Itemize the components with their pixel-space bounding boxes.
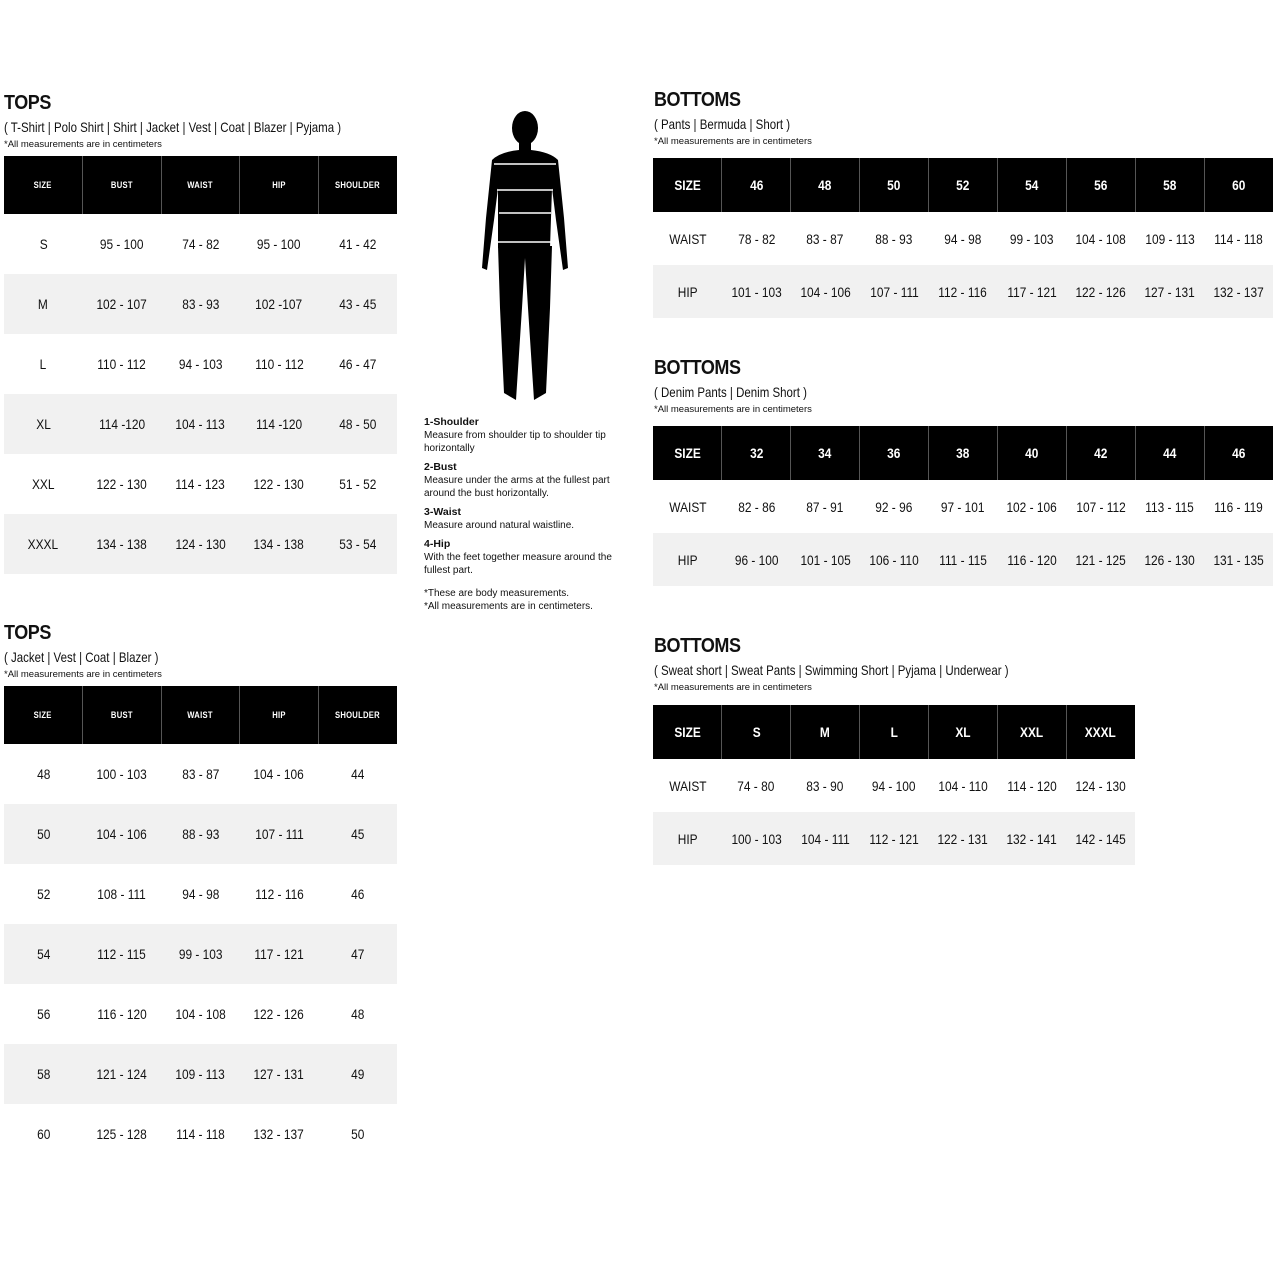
table-cell: 82 - 86 [737,498,775,515]
step-text: Measure around natural waistline. [424,520,575,531]
table-cell: 47 [318,924,397,984]
table-cell: 114 - 118 [176,1126,225,1142]
column-header [1135,158,1204,212]
column-header [1204,426,1273,480]
section-note: *All measurements are in centimeters [654,404,812,415]
guide-step-shoulder [424,416,624,455]
column-header [860,426,929,480]
header-label: HIP [272,180,286,190]
column-header [860,705,929,759]
table-row [4,744,397,804]
table-cell: 46 [351,886,365,902]
table-cell: 104 - 108 [175,1006,226,1022]
table-row [4,394,397,454]
guide-step-hip [424,538,624,577]
column-header [722,705,791,759]
table-cell: 114 - 120 [1006,777,1057,794]
column-header [4,156,83,214]
column-header [860,158,929,212]
table-row [653,812,1135,865]
table-row [4,454,397,514]
table-cell: 107 - 112 [1075,498,1126,515]
header-label: M [820,724,831,740]
table-row [653,212,1273,265]
header-label: 60 [1232,177,1246,193]
section-subtitle: ( Denim Pants | Denim Short ) [654,384,807,400]
table-cell: 122 - 126 [1066,265,1135,318]
table-cell: 101 - 103 [722,265,791,318]
guide-footnotes [424,587,624,613]
body-silhouette-icon [470,108,580,408]
table-cell: 108 - 111 [97,886,147,902]
header-label: SHOULDER [335,710,381,720]
row-label: XXL [32,476,55,492]
header-label: XXL [1020,724,1044,740]
table-cell: 109 - 113 [1144,230,1195,247]
column-header [791,158,860,212]
table-cell: 95 - 100 [257,236,301,252]
table-cell: 124 - 130 [1075,777,1126,794]
header-label: HIP [272,710,286,720]
table-cell: 111 - 115 [929,533,998,586]
header-label: 40 [1025,445,1039,461]
table-cell: 110 - 112 [254,356,304,372]
section-title: BOTTOMS [654,357,741,379]
header-label: 52 [956,177,970,193]
header-label: SIZE [673,724,701,740]
table-cell: 124 - 130 [161,514,240,574]
row-label: 58 [4,1044,83,1104]
table-cell: 44 [351,766,365,782]
table-cell: 92 - 96 [875,498,913,515]
column-header [997,158,1066,212]
column-header [1066,705,1135,759]
table-cell: 48 [351,1006,365,1022]
step-text: Measure from shoulder tip to shoulder tip horizontally [424,430,606,454]
tops-size-table-1 [4,156,397,574]
column-header [4,686,83,744]
header-row [4,156,397,214]
table-cell: 94 - 98 [944,230,982,247]
section-title: BOTTOMS [654,635,741,657]
table-cell: 127 - 131 [1135,265,1204,318]
column-header [722,158,791,212]
header-label: 34 [818,445,832,461]
column-header [83,686,162,744]
column-header [791,426,860,480]
table-cell: 74 - 82 [181,236,220,252]
table-row [4,274,397,334]
header-label: SHOULDER [335,180,381,190]
header-label: SIZE [34,180,53,190]
table-cell: 50 [351,1126,365,1142]
row-label: HIP [653,533,722,586]
column-header [791,705,860,759]
table-cell: 121 - 125 [1066,533,1135,586]
column-header [1066,426,1135,480]
header-row [653,158,1273,212]
section-title: TOPS [4,622,51,644]
table-cell: 112 - 121 [860,812,929,865]
table-cell: 104 - 111 [791,812,860,865]
row-label: XXXL [4,514,83,574]
column-header [1204,158,1273,212]
section-note: *All measurements are in centimeters [4,669,162,680]
column-header [997,705,1066,759]
footnote: *All measurements are in centimeters. [424,601,593,612]
table-cell: 116 - 120 [997,533,1066,586]
table-cell: 96 - 100 [722,533,791,586]
column-header [83,156,162,214]
header-label: 46 [1232,445,1246,461]
table-cell: 122 - 131 [928,812,997,865]
section-title: BOTTOMS [654,89,741,111]
column-header [653,705,722,759]
column-header [722,426,791,480]
header-label: WAIST [187,180,214,190]
table-row [4,334,397,394]
table-row [4,864,397,924]
table-cell: 94 - 103 [178,356,223,372]
header-label: 46 [749,177,763,193]
step-text: Measure under the arms at the fullest part around the bust horizontally. [424,475,610,499]
bottoms-section-3 [654,635,1086,694]
table-cell: 94 - 100 [872,777,916,794]
table-cell: 104 - 106 [83,804,162,864]
header-label: WAIST [187,710,214,720]
table-cell: 95 - 100 [100,236,144,252]
table-cell: 110 - 112 [97,356,147,372]
table-row [4,1104,397,1164]
bottoms-section-1 [654,89,820,148]
table-cell: 102 - 107 [83,274,162,334]
section-subtitle: ( T-Shirt | Polo Shirt | Shirt | Jacket | Vest | Coat | Blazer | Pyjama ) [4,119,342,135]
column-header [318,156,397,214]
table-cell: 83 - 93 [161,274,240,334]
table-cell: 131 - 135 [1204,533,1273,586]
table-cell: 126 - 130 [1135,533,1204,586]
table-cell: 114 - 118 [1214,230,1263,247]
section-subtitle: ( Sweat short | Sweat Pants | Swimming Short | Pyjama | Underwear ) [654,662,1009,678]
header-row [653,705,1135,759]
table-cell: 142 - 145 [1066,812,1135,865]
header-label: XL [955,724,971,740]
row-label: HIP [653,812,722,865]
table-cell: 104 - 113 [161,394,240,454]
header-label: 56 [1094,177,1108,193]
table-cell: 97 - 101 [941,498,985,515]
table-cell: 114 -120 [240,394,319,454]
step-title: 3-Waist [424,506,461,518]
guide-step-bust [424,461,624,500]
table-cell: 104 - 106 [791,265,860,318]
row-label: 60 [36,1126,50,1142]
table-cell: 87 - 91 [806,498,844,515]
table-cell: 83 - 87 [181,766,220,782]
column-header [929,158,998,212]
row-label: 50 [4,804,83,864]
table-row [4,924,397,984]
measurement-guide [424,416,624,613]
row-label: HIP [653,265,722,318]
table-cell: 83 - 87 [806,230,844,247]
table-cell: 45 [318,804,397,864]
column-header [653,158,722,212]
table-row [4,214,397,274]
table-row [653,759,1135,812]
tops-section-2 [4,622,192,681]
row-label: XL [4,394,83,454]
column-header [318,686,397,744]
table-cell: 104 - 110 [938,777,988,794]
header-label: 50 [887,177,901,193]
step-title: 2-Bust [424,461,457,473]
table-cell: 107 - 111 [240,804,319,864]
row-label: WAIST [668,777,707,794]
table-cell: 121 - 124 [83,1044,162,1104]
row-label: 52 [36,886,50,902]
table-cell: 49 [318,1044,397,1104]
section-note: *All measurements are in centimeters [654,682,812,693]
step-text: With the feet together measure around the fullest part. [424,552,612,576]
row-label: 56 [36,1006,50,1022]
table-row [653,480,1273,533]
header-label: 54 [1025,177,1039,193]
column-header [997,426,1066,480]
column-header [161,156,240,214]
header-label: BUST [110,710,133,720]
table-cell: 106 - 110 [860,533,929,586]
table-cell: 116 - 119 [1214,498,1263,515]
header-label: 42 [1094,445,1108,461]
bottoms-size-table-1 [653,158,1273,318]
section-subtitle: ( Jacket | Vest | Coat | Blazer ) [4,649,159,665]
section-note: *All measurements are in centimeters [4,139,162,150]
header-label: SIZE [673,445,701,461]
row-label: WAIST [668,230,707,247]
table-cell: 99 - 103 [161,924,240,984]
header-label: 48 [818,177,832,193]
row-label: 48 [36,766,50,782]
table-cell: 41 - 42 [339,236,377,252]
table-cell: 101 - 105 [791,533,860,586]
table-cell: 43 - 45 [318,274,397,334]
table-cell: 100 - 103 [96,766,148,782]
step-title: 4-Hip [424,538,451,550]
header-label: 44 [1162,445,1177,461]
table-cell: 117 - 121 [997,265,1066,318]
table-cell: 100 - 103 [722,812,791,865]
table-cell: 83 - 90 [806,777,844,794]
table-cell: 132 - 137 [253,1126,305,1142]
footnote: *These are body measurements. [424,588,570,599]
table-row [653,265,1273,318]
table-cell: 78 - 82 [737,230,775,247]
header-row [4,686,397,744]
table-row [4,514,397,574]
table-cell: 113 - 115 [1145,498,1194,515]
table-cell: 107 - 111 [860,265,929,318]
table-cell: 117 - 121 [240,924,319,984]
row-label: WAIST [668,498,707,515]
column-header [240,686,319,744]
row-label: L [39,356,47,372]
column-header [653,426,722,480]
step-title: 1-Shoulder [424,416,479,428]
table-cell: 99 - 103 [1009,230,1054,247]
table-cell: 53 - 54 [318,514,397,574]
header-label: XXXL [1085,724,1117,740]
table-cell: 102 -107 [240,274,319,334]
table-cell: 109 - 113 [161,1044,240,1104]
row-label: M [4,274,83,334]
header-label: 36 [887,445,901,461]
table-cell: 134 - 138 [83,514,162,574]
table-cell: 122 - 126 [253,1006,305,1022]
header-label: SIZE [34,710,53,720]
column-header [929,426,998,480]
bottoms-size-table-2 [653,426,1273,586]
table-row [653,533,1273,586]
table-cell: 134 - 138 [240,514,319,574]
tops-size-table-2 [4,686,397,1164]
table-cell: 88 - 93 [161,804,240,864]
table-cell: 127 - 131 [240,1044,319,1104]
header-row [653,426,1273,480]
table-cell: 88 - 93 [875,230,913,247]
table-cell: 132 - 137 [1204,265,1273,318]
table-cell: 112 - 115 [83,924,162,984]
section-title: TOPS [4,92,51,114]
table-cell: 122 - 130 [96,476,148,492]
table-cell: 104 - 106 [253,766,305,782]
table-cell: 104 - 108 [1075,230,1126,247]
section-note: *All measurements are in centimeters [654,136,812,147]
table-row [4,804,397,864]
table-cell: 94 - 98 [181,886,220,902]
table-cell: 102 - 106 [1006,498,1057,515]
header-label: BUST [110,180,133,190]
table-cell: 125 - 128 [96,1126,148,1142]
table-cell: 114 -120 [83,394,162,454]
table-cell: 132 - 141 [997,812,1066,865]
row-label: 54 [4,924,83,984]
table-cell: 114 - 123 [175,476,226,492]
header-label: 32 [749,445,763,461]
table-cell: 48 - 50 [318,394,397,454]
table-cell: 74 - 80 [737,777,775,794]
table-row [4,984,397,1044]
row-label: S [39,236,48,252]
guide-step-waist [424,506,624,532]
header-label: S [752,724,761,740]
column-header [161,686,240,744]
table-row [4,1044,397,1104]
table-cell: 112 - 116 [254,886,304,902]
bottoms-size-table-3 [653,705,1135,865]
column-header [240,156,319,214]
table-cell: 51 - 52 [339,476,377,492]
table-cell: 46 - 47 [339,356,377,372]
column-header [1135,426,1204,480]
table-cell: 116 - 120 [97,1006,147,1022]
tops-section-1 [4,92,415,151]
header-label: SIZE [673,177,701,193]
column-header [1066,158,1135,212]
column-header [928,705,997,759]
header-label: 38 [956,445,970,461]
section-subtitle: ( Pants | Bermuda | Short ) [654,116,791,132]
table-cell: 122 - 130 [253,476,305,492]
table-cell: 112 - 116 [929,265,998,318]
header-label: L [890,724,898,740]
bottoms-section-2 [654,357,840,416]
header-label: 58 [1162,177,1177,193]
